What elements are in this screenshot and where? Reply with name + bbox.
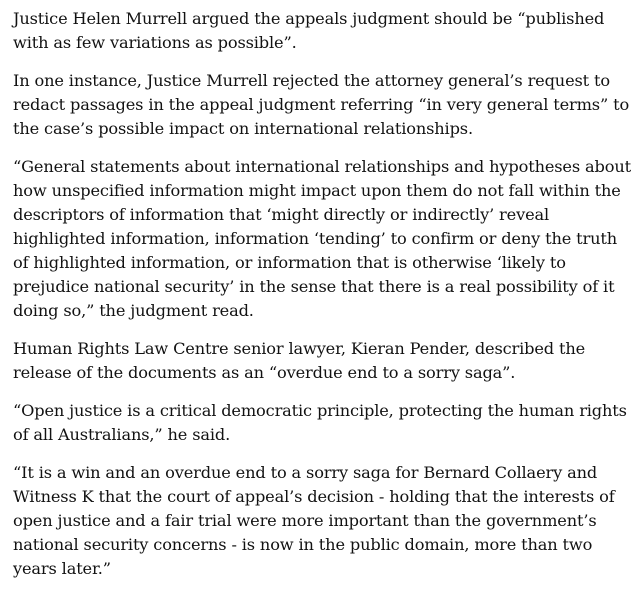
paragraph-murrell-argued: Justice Helen Murrell argued the appeals judgment should be “published with as few variations as possible”.: [13, 9, 605, 52]
paragraph-judgment-quote: “General statements about international relationships and hypotheses about how unspecified information might impact upon them do not fall within the descriptors of information that ‘might directly or indirectly’ reveal highlighted information, information ‘tending’ to confirm or deny the truth of highlighted information, or information that is otherwise ‘likely to prejudice national security’ in the sense that there is a real possibility of it doing so,” the judgment read.: [13, 157, 631, 320]
paragraph-win-quote: “It is a win and an overdue end to a sorry saga for Bernard Collaery and Witness K that the court of appeal’s decision - holding that the interests of open justice and a fair trial were more important than the government’s national security concerns - is now in the public domain, more than two years later.”: [13, 463, 615, 578]
paragraph-pender-described: Human Rights Law Centre senior lawyer, Kieran Pender, described the release of the documents as an “overdue end to a sorry saga”.: [13, 339, 586, 382]
paragraph-open-justice-quote: “Open justice is a critical democratic principle, protecting the human rights of all Australians,” he said.: [13, 401, 627, 444]
paragraph-redact-request: In one instance, Justice Murrell rejected the attorney general’s request to redact passages in the appeal judgment referring “in very general terms” to the case’s possible impact on international relationships.: [13, 71, 630, 138]
